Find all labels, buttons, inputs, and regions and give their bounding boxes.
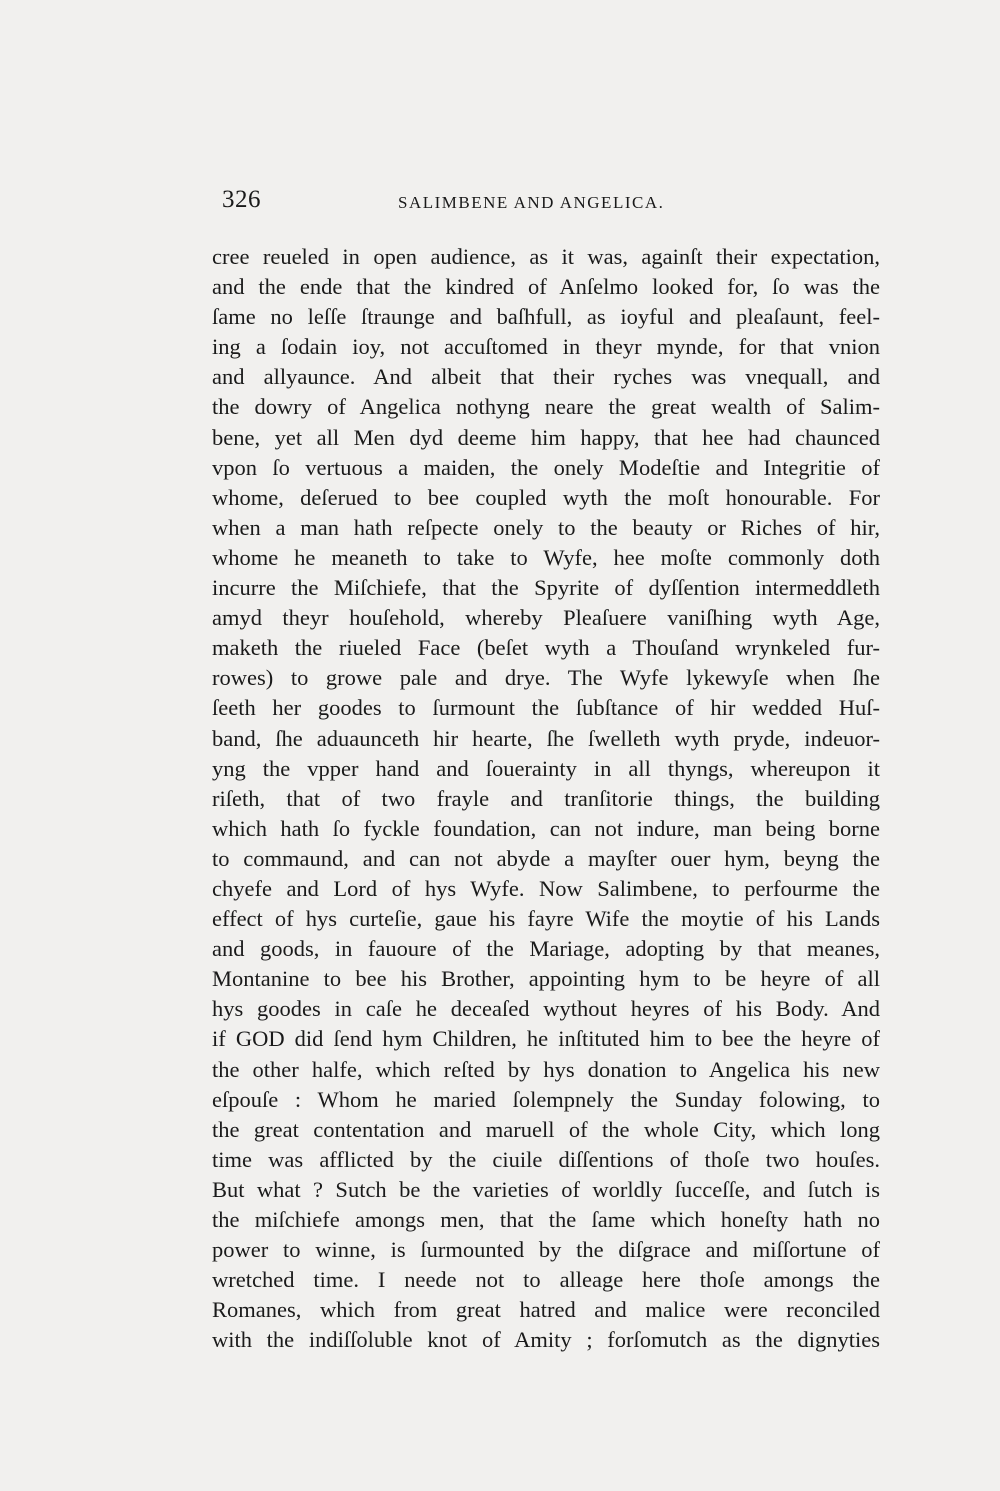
text-line: hys goodes in caſe he deceaſed wythout heyres of his Body. And	[212, 996, 880, 1022]
page-number: 326	[222, 186, 261, 213]
page-header	[222, 186, 872, 222]
text-line: whome he meaneth to take to Wyfe, hee moſte commonly doth	[212, 544, 880, 570]
text-line: which hath ſo fyckle foundation, can not indure, man being borne	[212, 815, 880, 841]
text-line: if GOD did ſend hym Children, he inſtituted him to bee the heyre of	[212, 1026, 880, 1052]
text-line: amyd theyr houſehold, whereby Pleaſuere vaniſhing wyth Age,	[212, 605, 880, 631]
text-line: and the ende that the kindred of Anſelmo looked for, ſo was the	[212, 274, 880, 300]
body-text	[212, 242, 880, 1355]
text-line: yng the vpper hand and ſouerainty in all thyngs, whereupon it	[212, 755, 880, 781]
text-line: wretched time. I neede not to alleage here thoſe amongs the	[212, 1267, 880, 1293]
text-line: the great contentation and maruell of the whole City, which long	[212, 1116, 880, 1142]
text-line: chyefe and Lord of hys Wyfe. Now Salimbene, to perfourme the	[212, 875, 880, 901]
text-line: rowes) to growe pale and drye. The Wyfe lykewyſe when ſhe	[212, 665, 880, 691]
text-line: Montanine to bee his Brother, appointing hym to be heyre of all	[212, 966, 880, 992]
text-line: power to winne, is ſurmounted by the diſgrace and miſſortune of	[212, 1237, 880, 1263]
text-line: and goods, in fauoure of the Mariage, adopting by that meanes,	[212, 936, 880, 962]
text-line: when a man hath reſpecte onely to the beauty or Riches of hir,	[212, 514, 880, 540]
text-line: Romanes, which from great hatred and malice were reconciled	[212, 1297, 880, 1323]
text-line: bene, yet all Men dyd deeme him happy, that hee had chaunced	[212, 424, 880, 450]
text-line: incurre the Miſchiefe, that the Spyrite of dyſſention intermeddleth	[212, 575, 880, 601]
text-line: maketh the riueled Face (beſet wyth a Thouſand wrynkeled fur-	[212, 635, 880, 661]
text-line: ſame no leſſe ſtraunge and baſhfull, as ioyful and pleaſaunt, feel-	[212, 304, 880, 330]
text-line: time was afflicted by the ciuile diſſentions of thoſe two houſes.	[212, 1146, 880, 1172]
text-line: and allyaunce. And albeit that their ryches was vnequall, and	[212, 364, 880, 390]
text-line: the other halfe, which reſted by hys donation to Angelica his new	[212, 1056, 880, 1082]
text-line: cree reueled in open audience, as it was, againſt their expectation,	[212, 244, 880, 269]
running-title: SALIMBENE AND ANGELICA.	[398, 193, 665, 212]
text-line: to commaund, and can not abyde a mayſter ouer hym, beyng the	[212, 845, 880, 871]
text-line: whome, deſerued to bee coupled wyth the moſt honourable. For	[212, 484, 880, 510]
text-line: eſpouſe : Whom he maried ſolempnely the Sunday folowing, to	[212, 1086, 880, 1112]
text-line: ſeeth her goodes to ſurmount the ſubſtance of hir wedded Huſ-	[212, 695, 880, 721]
text-line: the miſchiefe amongs men, that the ſame which honeſty hath no	[212, 1207, 880, 1232]
text-line: with the indiſſoluble knot of Amity ; forſomutch as the dignyties	[212, 1327, 880, 1353]
text-line: ing a ſodain ioy, not accuſtomed in theyr mynde, for that vnion	[212, 334, 880, 360]
text-line: effect of hys curteſie, gaue his fayre Wife the moytie of his Lands	[212, 906, 880, 932]
text-line: But what ? Sutch be the varieties of worldly ſucceſſe, and ſutch is	[212, 1176, 880, 1202]
text-line: the dowry of Angelica nothyng neare the great wealth of Salim-	[212, 394, 880, 420]
text-line: riſeth, that of two frayle and tranſitorie things, the building	[212, 785, 880, 811]
text-line: band, ſhe aduaunceth hir hearte, ſhe ſwelleth wyth pryde, indeuor-	[212, 725, 880, 751]
text-line: vpon ſo vertuous a maiden, the onely Modeſtie and Integritie of	[212, 454, 880, 480]
